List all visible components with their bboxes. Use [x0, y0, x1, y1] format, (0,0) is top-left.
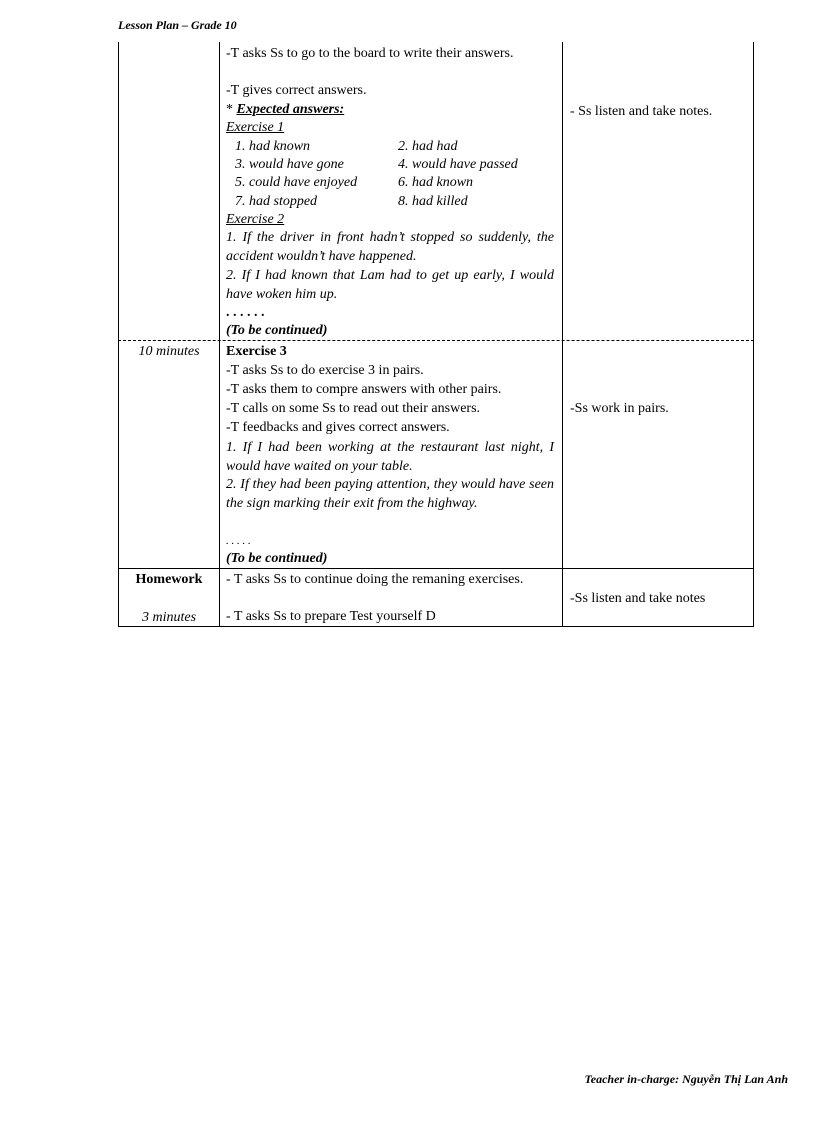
ellipsis: . . . . . . [226, 305, 265, 320]
expected-answers-heading [226, 101, 344, 120]
table-col-divider-1 [219, 42, 220, 627]
teacher-activity-text: -T asks Ss to go to the board to write their answers. [226, 46, 514, 61]
answer-item: 1. If the driver in front hadn’t stopped so suddenly, the accident wouldn’t have happened. [226, 230, 554, 264]
row-divider-dashed [118, 340, 754, 341]
answer-item: 1. had known [235, 139, 311, 154]
stage-label: Homework [135, 572, 203, 587]
table-border-right [753, 42, 754, 627]
table-col-divider-2 [562, 42, 563, 627]
exercise-3-title: Exercise 3 [226, 344, 287, 359]
heading-text: Expected answers: [236, 102, 345, 117]
answer-item: 3. would have gone [235, 157, 344, 172]
answer-item: 8. had killed [398, 194, 468, 209]
teacher-activity-text: - T asks Ss to prepare Test yourself D [226, 609, 436, 624]
teacher-activity-text: -T feedbacks and gives correct answers. [226, 420, 450, 435]
teacher-activity-text: - T asks Ss to continue doing the remaning exercises. [226, 572, 524, 587]
answer-item: 2. If they had been paying attention, they would have seen the sign marking their exit from the highway. [226, 477, 554, 511]
answer-item: 4. would have passed [398, 157, 518, 172]
answer-item: 2. If I had known that Lam had to get up early, I would have woken him up. [226, 268, 554, 302]
page-footer: Teacher in-charge: Nguyễn Thị Lan Anh [584, 1072, 788, 1086]
students-activity-text: -Ss work in pairs. [570, 401, 669, 416]
exercise-1-title: Exercise 1 [226, 120, 285, 135]
teacher-activity-text: -T asks Ss to do exercise 3 in pairs. [226, 363, 424, 378]
students-activity-text: - Ss listen and take notes. [570, 104, 713, 119]
answer-item: 2. had had [398, 139, 458, 154]
heading-bullet: * [226, 102, 237, 117]
answer-item: 1. If I had been working at the restaurant last night, I would have waited on your table. [226, 440, 554, 474]
teacher-activity-text: -T calls on some Ss to read out their answers. [226, 401, 481, 416]
to-be-continued: (To be continued) [226, 323, 328, 338]
answer-item: 6. had known [398, 175, 474, 190]
row-divider [118, 568, 754, 569]
ellipsis: . . . . . [226, 535, 251, 547]
time-label: 3 minutes [141, 610, 197, 625]
students-activity-text: -Ss listen and take notes [570, 591, 706, 606]
exercise-2-title: Exercise 2 [226, 212, 285, 227]
to-be-continued: (To be continued) [226, 551, 328, 566]
page-header: Lesson Plan – Grade 10 [118, 18, 237, 32]
answer-item: 5. could have enjoyed [235, 175, 358, 190]
time-label: 10 minutes [138, 344, 200, 359]
teacher-activity-text: -T gives correct answers. [226, 83, 367, 98]
answer-item: 7. had stopped [235, 194, 318, 209]
table-border-left [118, 42, 119, 627]
teacher-activity-text: -T asks them to compre answers with other pairs. [226, 382, 502, 397]
